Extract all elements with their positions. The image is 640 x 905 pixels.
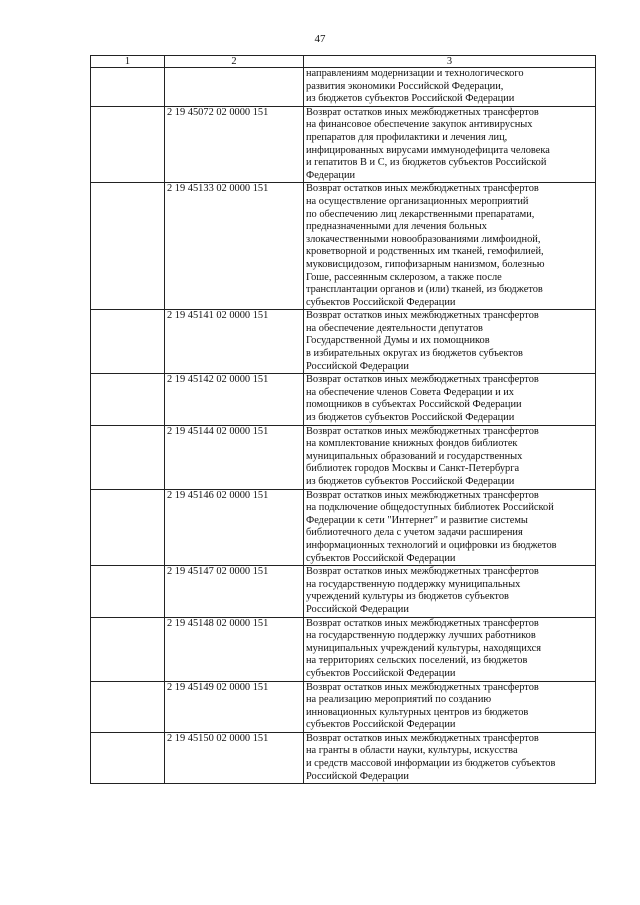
empty-cell xyxy=(91,183,165,310)
income-description xyxy=(304,68,596,107)
classification-code: 2 19 45148 02 0000 151 xyxy=(165,617,304,681)
empty-cell xyxy=(91,310,165,374)
description-line: на территориях сельских поселений, из бюджетов xyxy=(306,655,528,667)
empty-cell xyxy=(91,617,165,681)
description-line: на финансовое обеспечение закупок антивирусных xyxy=(306,119,533,131)
description-line: Гоше, рассеянным склерозом, а также после xyxy=(306,271,502,283)
table-row xyxy=(91,566,596,617)
description-line: кроветворной и родственных им тканей, гемофилией, xyxy=(306,246,544,258)
description-line: Федерации к сети "Интернет" и развитие системы xyxy=(306,514,528,526)
description-line: муковисцидозом, гипофизарным нанизмом, болезнью xyxy=(306,258,545,270)
description-line: трансплантации органов и (или) тканей, из бюджетов xyxy=(306,284,543,296)
empty-cell xyxy=(91,374,165,425)
table-row xyxy=(91,732,596,783)
description-line: Федерации xyxy=(306,169,356,181)
description-line: информационных технологий и оцифровки из бюджетов xyxy=(306,539,557,551)
classification-code: 2 19 45142 02 0000 151 xyxy=(165,374,304,425)
description-line: из бюджетов субъектов Российской Федерации xyxy=(306,412,515,424)
description-line: из бюджетов субъектов Российской Федерации xyxy=(306,93,515,105)
table-body xyxy=(91,68,596,784)
empty-cell xyxy=(91,681,165,732)
classification-code: 2 19 45146 02 0000 151 xyxy=(165,489,304,566)
column-header-2: 2 xyxy=(165,56,304,68)
description-line: на государственную поддержку муниципальных xyxy=(306,578,521,590)
description-line: развития экономики Российской Федерации, xyxy=(306,80,504,92)
description-line: Возврат остатков иных межбюджетных трансфертов xyxy=(306,183,539,195)
table-row xyxy=(91,681,596,732)
income-description xyxy=(304,566,596,617)
description-line: Возврат остатков иных межбюджетных трансфертов xyxy=(306,732,539,744)
description-line: на обеспечение членов Совета Федерации и их xyxy=(306,386,515,398)
classification-code: 2 19 45147 02 0000 151 xyxy=(165,566,304,617)
description-line: на обеспечение деятельности депутатов xyxy=(306,322,483,334)
description-line: Государственной Думы и их помощников xyxy=(306,335,490,347)
description-line: на реализацию мероприятий по созданию xyxy=(306,694,492,706)
description-line: из бюджетов субъектов Российской Федерации xyxy=(306,476,515,487)
description-line: субъектов Российской Федерации xyxy=(306,719,456,731)
description-line: Возврат остатков иных межбюджетных трансфертов xyxy=(306,310,539,322)
description-line: препаратов для профилактики и лечения лиц, xyxy=(306,131,508,143)
column-header-3: 3 xyxy=(304,56,596,68)
classification-code: 2 19 45141 02 0000 151 xyxy=(165,310,304,374)
income-description xyxy=(304,732,596,783)
income-description xyxy=(304,183,596,310)
income-description xyxy=(304,310,596,374)
description-line: Возврат остатков иных межбюджетных трансфертов xyxy=(306,681,539,693)
classification-code: 2 19 45133 02 0000 151 xyxy=(165,183,304,310)
description-line: Возврат остатков иных межбюджетных трансфертов xyxy=(306,566,539,578)
column-header-1: 1 xyxy=(91,56,165,68)
description-line: Возврат остатков иных межбюджетных трансфертов xyxy=(306,106,539,118)
table-row xyxy=(91,106,596,183)
table-row xyxy=(91,374,596,425)
description-line: помощников в субъектах Российской Федерации xyxy=(306,399,522,411)
table-row xyxy=(91,425,596,489)
budget-classification-table xyxy=(90,55,596,784)
empty-cell xyxy=(91,566,165,617)
description-line: библиотечного дела с учетом задачи расширения xyxy=(306,527,523,539)
description-line: инфицированных вирусами иммунодефицита человека xyxy=(306,144,550,156)
description-line: на подключение общедоступных библиотек Российской xyxy=(306,502,554,514)
table-row xyxy=(91,68,596,107)
description-line: Российской Федерации xyxy=(306,360,409,372)
description-line: и гепатитов В и С, из бюджетов субъектов Российской xyxy=(306,157,547,169)
income-description xyxy=(304,681,596,732)
income-description xyxy=(304,425,596,489)
classification-code xyxy=(165,68,304,107)
description-line: на осуществление организационных мероприятий xyxy=(306,195,529,207)
empty-cell xyxy=(91,68,165,107)
classification-code: 2 19 45149 02 0000 151 xyxy=(165,681,304,732)
income-description xyxy=(304,374,596,425)
classification-code: 2 19 45150 02 0000 151 xyxy=(165,732,304,783)
description-line: инновационных культурных центров из бюджетов xyxy=(306,706,529,718)
empty-cell xyxy=(91,489,165,566)
empty-cell xyxy=(91,732,165,783)
description-line: Возврат остатков иных межбюджетных трансфертов xyxy=(306,489,539,501)
description-line: направлениям модернизации и технологического xyxy=(306,68,524,79)
description-line: субъектов Российской Федерации xyxy=(306,296,456,308)
description-line: Российской Федерации xyxy=(306,603,409,615)
description-line: предназначенными для лечения больных xyxy=(306,221,487,233)
description-line: злокачественными новообразованиями лимфоидной, xyxy=(306,233,541,245)
income-description xyxy=(304,106,596,183)
empty-cell xyxy=(91,425,165,489)
classification-code: 2 19 45144 02 0000 151 xyxy=(165,425,304,489)
description-line: на комплектование книжных фондов библиотек xyxy=(306,438,518,450)
income-description xyxy=(304,489,596,566)
description-line: библиотек городов Москвы и Санкт-Петербурга xyxy=(306,463,520,475)
page-number: 47 xyxy=(314,33,326,45)
description-line: субъектов Российской Федерации xyxy=(306,667,456,679)
description-line: муниципальных образований и государственных xyxy=(306,450,523,462)
description-line: по обеспечению лиц лекарственными препаратами, xyxy=(306,208,535,220)
classification-code: 2 19 45072 02 0000 151 xyxy=(165,106,304,183)
description-line: на гранты в области науки, культуры, искусства xyxy=(306,745,518,757)
description-line: и средств массовой информации из бюджетов субъектов xyxy=(306,758,556,770)
income-description xyxy=(304,617,596,681)
description-line: муниципальных учреждений культуры, находящихся xyxy=(306,642,542,654)
table-row xyxy=(91,310,596,374)
table-row xyxy=(91,183,596,310)
description-line: в избирательных округах из бюджетов субъектов xyxy=(306,348,523,360)
table-header-row xyxy=(91,56,596,68)
description-line: учреждений культуры из бюджетов субъектов xyxy=(306,591,509,603)
description-line: Возврат остатков иных межбюджетных трансфертов xyxy=(306,374,539,386)
table-row xyxy=(91,617,596,681)
empty-cell xyxy=(91,106,165,183)
table-row xyxy=(91,489,596,566)
description-line: субъектов Российской Федерации xyxy=(306,552,456,564)
description-line: Российской Федерации xyxy=(306,770,409,782)
description-line: Возврат остатков иных межбюджетных трансфертов xyxy=(306,617,539,629)
description-line: Возврат остатков иных межбюджетных трансфертов xyxy=(306,425,539,437)
description-line: на государственную поддержку лучших работников xyxy=(306,630,536,642)
